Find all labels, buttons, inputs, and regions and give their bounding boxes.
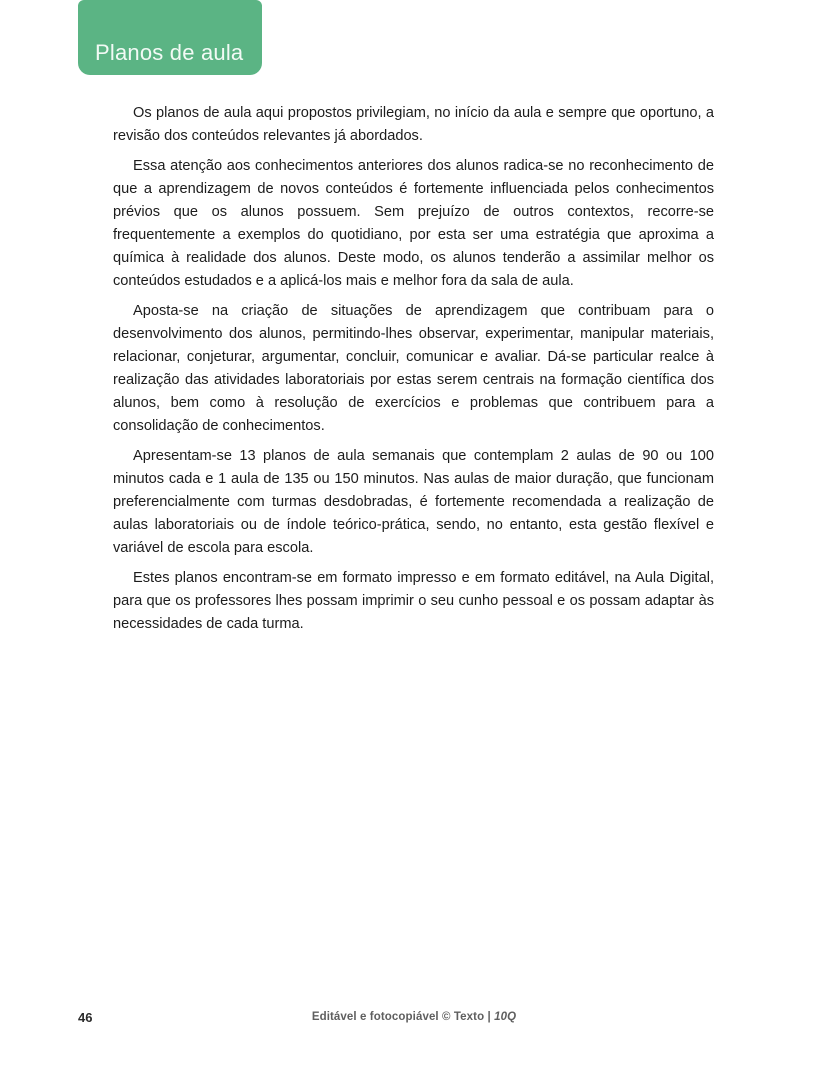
body-paragraph: Aposta-se na criação de situações de aprendizagem que contribuam para o desenvolvimento dos alunos, permitindo-lhes observar, experimentar, manipular materiais, relacionar, conjeturar, argumentar, concluir, comunicar e avaliar. Dá-se particular realce à realização das atividades laboratoriais por estas serem centrais na formação científica dos alunos, bem como à resolução de exercícios e problemas que contribuem para a consolidação de conhecimentos.	[113, 303, 714, 434]
section-tab-label: Planos de aula	[95, 39, 244, 65]
section-tab	[78, 0, 262, 75]
footer-credit-text: Editável e fotocopiável © Texto |	[311, 1011, 495, 1023]
body-paragraph: Os planos de aula aqui propostos privilegiam, no início da aula e sempre que oportuno, a revisão dos conteúdos relevantes já abordados.	[113, 105, 714, 144]
page-footer	[0, 1010, 828, 1030]
body-paragraph: Estes planos encontram-se em formato impresso e em formato editável, na Aula Digital, para que os professores lhes possam imprimir o seu cunho pessoal e os possam adaptar às necessidades de cada turma.	[113, 570, 714, 632]
body-paragraph: Apresentam-se 13 planos de aula semanais que contemplam 2 aulas de 90 ou 100 minutos cada e 1 aula de 135 ou 150 minutos. Nas aulas de maior duração, que funcionam preferencialmente com turmas desdobradas, é fortemente recomendada a realização de aulas laboratoriais ou de índole teórico-prática, sendo, no entanto, esta gestão flexível e variável de escola para escola.	[113, 448, 714, 556]
body-text	[113, 102, 714, 643]
footer-credit	[0, 1011, 828, 1023]
body-paragraph: Essa atenção aos conhecimentos anteriores dos alunos radica-se no reconhecimento de que a aprendizagem de novos conteúdos é fortemente influenciada pelos conhecimentos prévios que os alunos possuem. Sem prejuízo de outros contextos, recorre-se frequentemente a exemplos do quotidiano, por esta ser uma estratégia que aproxima a química à realidade dos alunos. Deste modo, os alunos tenderão a assimilar melhor os conteúdos estudados e a aplicá-los mais e melhor fora da sala de aula.	[113, 158, 714, 289]
page-number: 46	[78, 1010, 93, 1025]
footer-credit-edition: 10Q	[494, 1011, 517, 1023]
